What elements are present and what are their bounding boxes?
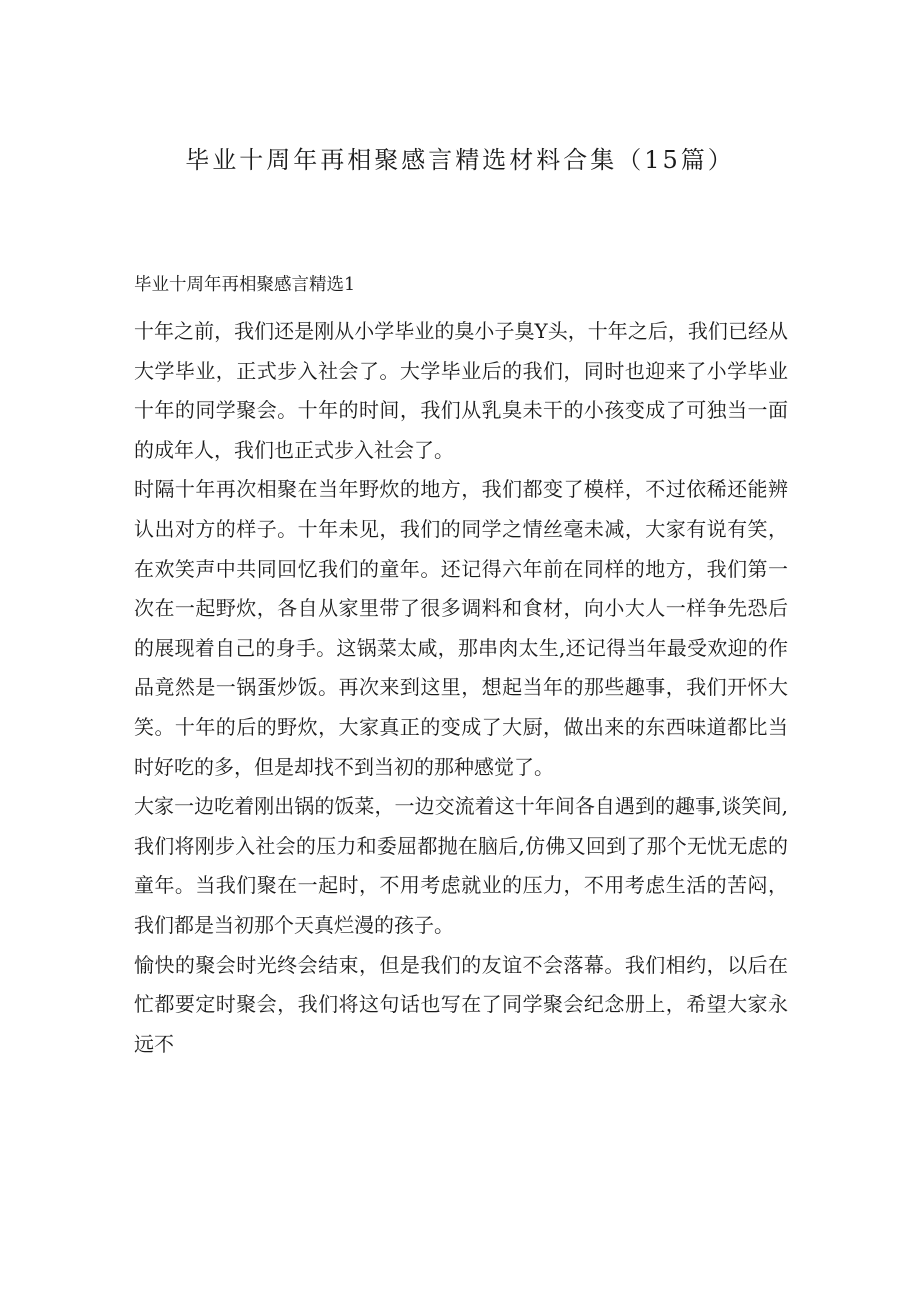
section-heading: 毕业十周年再相聚感言精选1 <box>134 275 356 295</box>
paragraph-2: 时隔十年再次相聚在当年野炊的地方，我们都变了模样，不过依稀还能辨认出对方的样子。十年未见，我们的同学之情丝毫未减，大家有说有笑，在欢笑声中共同回忆我们的童年。还记得六年前在同样的地方，我们第一次在一起野炊，各自从家里带了很多调料和食材，向小大人一样争先恐后的展现着自己的身手。这锅菜太咸，那串肉太生,还记得当年最受欢迎的作品竟然是一锅蛋炒饭。再次来到这里，想起当年的那些趣事，我们开怀大笑。十年的后的野炊，大家真正的变成了大厨，做出来的东西味道都比当时好吃的多，但是却找不到当初的那种感觉了。 <box>134 477 788 779</box>
document-title: 毕业十周年再相聚感言精选材料合集（15篇） <box>185 146 735 174</box>
paragraph-3: 大家一边吃着刚出锅的饭菜，一边交流着这十年间各自遇到的趣事,谈笑间,我们将刚步入社会的压力和委屈都抛在脑后,仿佛又回到了那个无忧无虑的童年。当我们聚在一起时，不用考虑就业的压力，不用考虑生活的苦闷，我们都是当初那个天真烂漫的孩子。 <box>134 794 788 937</box>
body-text <box>134 312 788 1064</box>
paragraph-1: 十年之前，我们还是刚从小学毕业的臭小子臭Y头，十年之后，我们已经从大学毕业，正式步入社会了。大学毕业后的我们，同时也迎来了小学毕业十年的同学聚会。十年的时间，我们从乳臭未干的小孩变成了可独当一面的成年人，我们也正式步入社会了。 <box>134 319 788 462</box>
paragraph-4: 愉快的聚会时光终会结束，但是我们的友谊不会落幕。我们相约，以后在忙都要定时聚会，我们将这句话也写在了同学聚会纪念册上，希望大家永远不 <box>134 952 788 1056</box>
